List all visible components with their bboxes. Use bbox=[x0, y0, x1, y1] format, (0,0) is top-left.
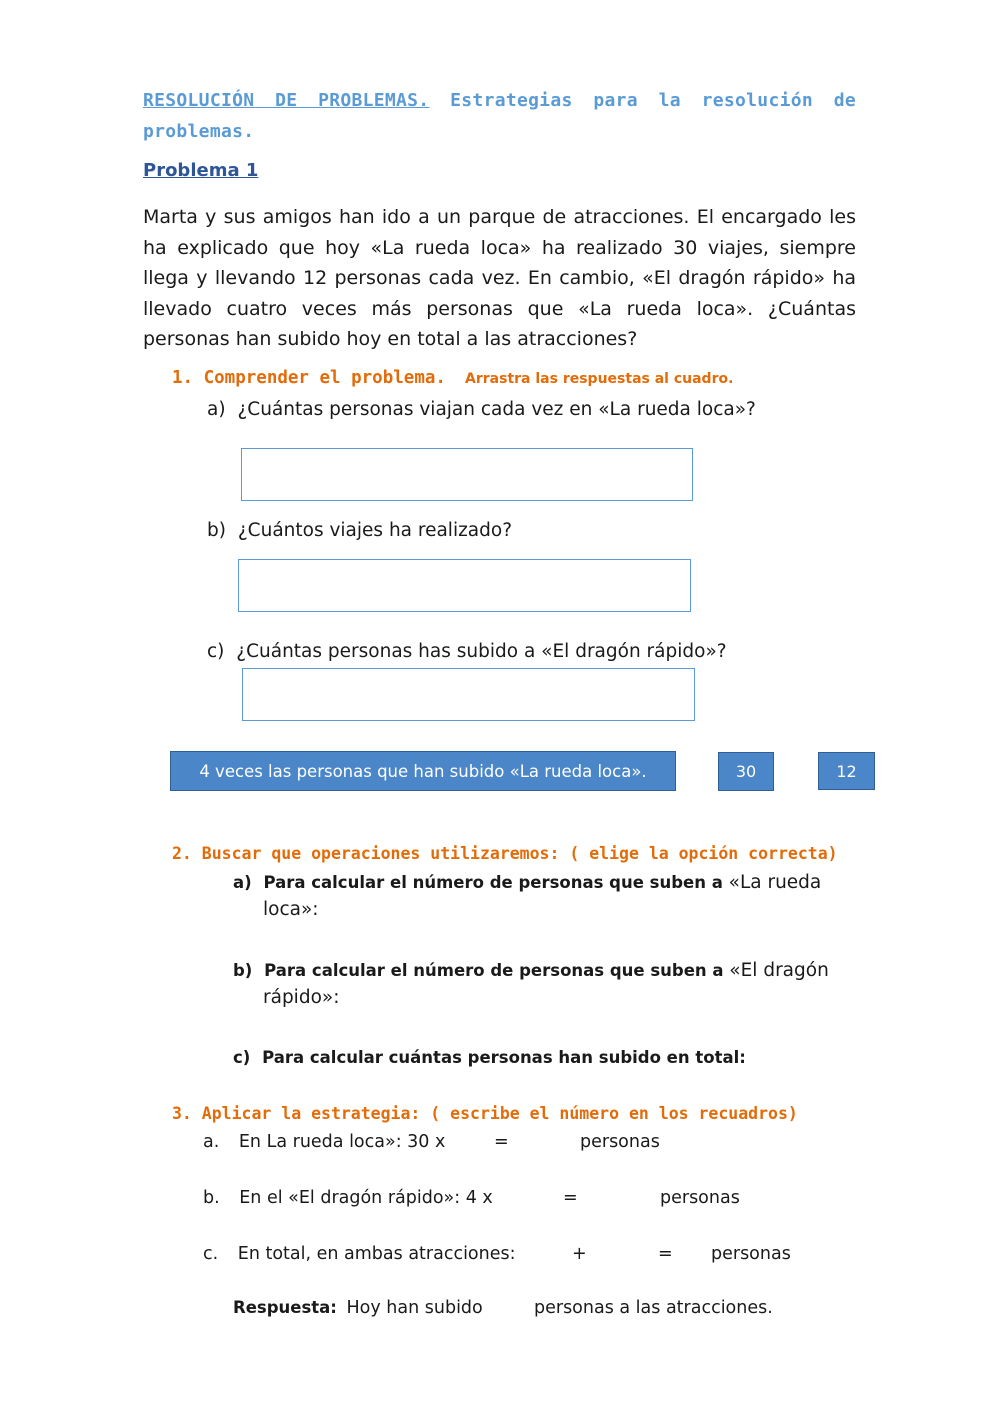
question-c bbox=[207, 641, 727, 662]
equals-sign: = bbox=[658, 1244, 673, 1264]
drag-tile-12[interactable]: 12 bbox=[818, 752, 875, 790]
question-b bbox=[207, 520, 512, 541]
option-text-cont: rápido»: bbox=[263, 987, 340, 1008]
option-bold-text: Para calcular el número de personas que suben a bbox=[263, 873, 723, 892]
title-rest: Estrategias para la resolución de problemas. bbox=[143, 90, 856, 142]
question-a bbox=[207, 399, 756, 420]
section1-hint: Arrastra las respuestas al cuadro. bbox=[465, 371, 734, 387]
question-text: ¿Cuántas personas has subido a «El dragón rápido»? bbox=[236, 641, 727, 662]
unit-label: personas bbox=[660, 1188, 740, 1208]
answer-label: Respuesta: bbox=[233, 1298, 337, 1317]
title-underlined: RESOLUCIÓN DE PROBLEMAS. bbox=[143, 90, 430, 111]
question-letter: c) bbox=[207, 641, 225, 662]
line-text: En La rueda loca»: 30 x bbox=[238, 1132, 446, 1152]
page-title bbox=[143, 85, 856, 147]
drag-tile-30[interactable]: 30 bbox=[718, 752, 774, 791]
strategy-line-a bbox=[203, 1132, 445, 1152]
operation-option-a[interactable] bbox=[233, 872, 833, 920]
question-letter: a) bbox=[207, 399, 226, 420]
plus-sign: + bbox=[572, 1244, 587, 1264]
operation-option-b[interactable] bbox=[233, 960, 833, 1008]
section3-heading: 3. Aplicar la estrategia: ( escribe el número en los recuadros) bbox=[172, 1104, 798, 1123]
option-bold-text: Para calcular cuántas personas han subido en total: bbox=[262, 1048, 746, 1067]
option-letter: c) bbox=[233, 1048, 251, 1067]
drop-box-c[interactable] bbox=[242, 668, 695, 721]
question-letter: b) bbox=[207, 520, 226, 541]
line-text: En el «El dragón rápido»: 4 x bbox=[239, 1188, 493, 1208]
strategy-line-c bbox=[203, 1244, 516, 1264]
section2-heading: 2. Buscar que operaciones utilizaremos: ( elige la opción correcta) bbox=[172, 844, 838, 863]
equals-sign: = bbox=[494, 1132, 509, 1152]
line-text: En total, en ambas atracciones: bbox=[237, 1244, 516, 1264]
answer-line bbox=[233, 1298, 483, 1318]
option-text: «El dragón bbox=[729, 960, 829, 981]
section1-heading-row bbox=[172, 368, 733, 388]
question-text: ¿Cuántas personas viajan cada vez en «La rueda loca»? bbox=[237, 399, 756, 420]
option-text-cont: loca»: bbox=[263, 899, 319, 920]
problem-heading: Problema 1 bbox=[143, 160, 259, 181]
option-letter: a) bbox=[233, 873, 252, 892]
unit-label: personas bbox=[580, 1132, 660, 1152]
drop-box-a[interactable] bbox=[241, 448, 693, 501]
operation-option-c[interactable] bbox=[233, 1048, 833, 1067]
unit-label: personas bbox=[711, 1244, 791, 1264]
equals-sign: = bbox=[563, 1188, 578, 1208]
problem-statement: Marta y sus amigos han ido a un parque de atracciones. El encargado les ha explicado que hoy «La rueda loca» ha realizado 30 viajes, siempre llega y llevando 12 personas cada vez. En cambio, «El dragón rápido» ha llevado cuatro veces más personas que «La rueda loca». ¿Cuántas personas han subido hoy en total a las atracciones? bbox=[143, 206, 856, 350]
answer-pre: Hoy han subido bbox=[346, 1298, 483, 1318]
line-letter: c. bbox=[203, 1244, 219, 1264]
line-letter: b. bbox=[203, 1188, 220, 1208]
strategy-line-b bbox=[203, 1188, 493, 1208]
option-letter: b) bbox=[233, 961, 253, 980]
section1-heading: 1. Comprender el problema. bbox=[172, 368, 446, 388]
option-bold-text: Para calcular el número de personas que suben a bbox=[264, 961, 724, 980]
drag-tile-four-times[interactable]: 4 veces las personas que han subido «La rueda loca». bbox=[170, 751, 676, 791]
answer-post: personas a las atracciones. bbox=[534, 1298, 773, 1318]
question-text: ¿Cuántos viajes ha realizado? bbox=[237, 520, 513, 541]
line-letter: a. bbox=[203, 1132, 220, 1152]
drop-box-b[interactable] bbox=[238, 559, 691, 612]
option-text: «La rueda bbox=[728, 872, 822, 893]
